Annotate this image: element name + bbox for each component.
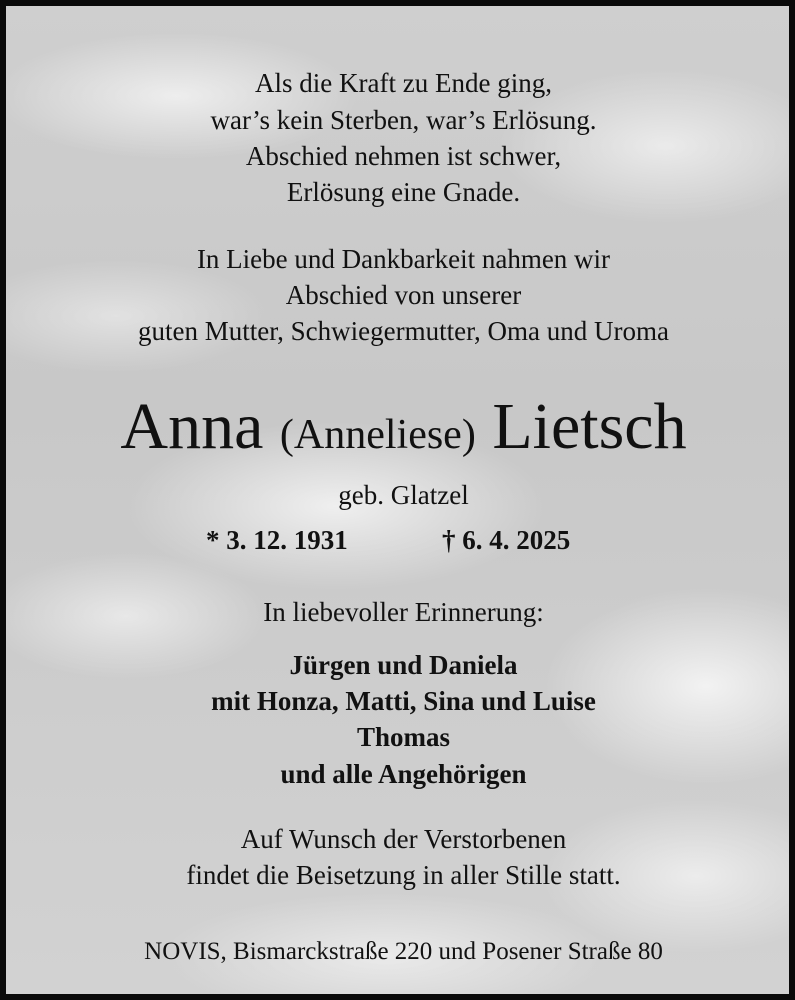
mourner-line: Thomas (356, 722, 451, 752)
poem-line: Als die Kraft zu Ende ging, (255, 68, 552, 98)
nickname: (Anneliese) (279, 412, 476, 458)
intro-line: guten Mutter, Schwiegermutter, Oma und Uroma (138, 316, 669, 346)
memory-heading: In liebevoller Erinnerung: (263, 597, 544, 627)
mourner-line: Jürgen und Daniela (289, 650, 518, 680)
mourner-line: mit Honza, Matti, Sina und Luise (211, 686, 596, 716)
funeral-note-line: findet die Beisetzung in aller Stille statt. (186, 860, 621, 890)
mourner-line: und alle Angehörigen (280, 759, 527, 789)
poem-line: Abschied nehmen ist schwer, (245, 141, 562, 171)
deceased-name (12, 390, 795, 463)
last-name: Lietsch (492, 390, 687, 463)
first-name: Anna (120, 390, 264, 463)
poem-line: Erlösung eine Gnade. (286, 177, 521, 207)
maiden-name: geb. Glatzel (338, 480, 469, 510)
intro-line: Abschied von unserer (285, 280, 522, 310)
birth-date: * 3. 12. 1931 (206, 525, 348, 555)
intro-line: In Liebe und Dankbarkeit nahmen wir (196, 244, 611, 274)
funeral-note-line: Auf Wunsch der Verstorbenen (240, 824, 567, 854)
poem-line: war’s kein Sterben, war’s Erlösung. (210, 105, 597, 135)
death-date: † 6. 4. 2025 (442, 525, 571, 555)
address: NOVIS, Bismarckstraße 220 und Posener Straße 80 (144, 938, 663, 965)
